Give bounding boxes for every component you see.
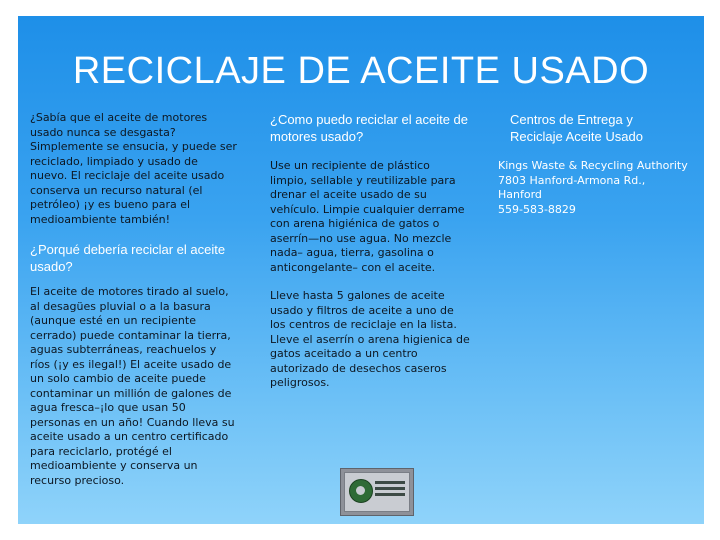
how-recycle-steps: Use un recipiente de plástico limpio, sellable y reutilizable para drenar el aceite usado de su vehículo. Limpie cualquier derrame con arena higiénica de gatos o aserrín—no use agua. No mezcle nada– agua, tierra, gasolina o anticongelante– con el aceite. <box>270 159 465 274</box>
slide-background <box>18 16 704 524</box>
drop-off-instructions: Lleve hasta 5 galones de aceite usado y filtros de aceite a uno de los centros de reciclaje en la lista. Lleve el aserrín o arena higienica de gatos aceitado a un centro autorizado de desechos caseros peligrosos. <box>270 289 470 389</box>
column-left <box>30 111 238 488</box>
slide-title: RECICLAJE DE ACEITE USADO <box>72 50 650 92</box>
logo-panel <box>344 472 410 512</box>
centers-heading: Centros de Entrega y Reciclaje Aceite Usado <box>510 112 643 144</box>
intro-text: ¿Sabía que el aceite de motores usado nunca se desgasta? Simplemente se ensucia, y puede ser reciclado, limpiado y usado de nuevo. El reciclaje del aceite usado conserva un recurso natural (el petróleo) ¡y es bueno para el medioambiente también! <box>30 111 237 226</box>
center-address: 7803 Hanford-Armona Rd., Hanford <box>498 173 646 201</box>
why-recycle-heading: ¿Porqué debería reciclar el aceite usado? <box>30 242 226 274</box>
logo-wordmark <box>375 481 405 499</box>
kings-waste-logo <box>340 468 414 516</box>
why-recycle-text: El aceite de motores tirado al suelo, al desagües pluvial o a la basura (aunque esté en un recipiente cerrado) puede contaminar la tierra, aguas subterráneas, reachuelos y ríos (¡y es ilegal!) El aceite usado de un solo cambio de aceite puede contaminar un millión de galones de agua fresca–¡lo que usan 50 personas en un año! Cuando lleva su aceite usado a un centro certificado para reciclarlo, protégé el medioambiente y conserva un recurso precioso. <box>30 285 235 487</box>
column-right <box>498 111 688 217</box>
how-recycle-heading: ¿Como puedo reciclar el aceite de motores usado? <box>270 112 468 144</box>
recycling-emblem-icon <box>349 479 373 503</box>
column-middle <box>270 111 470 391</box>
center-name: Kings Waste & Recycling Authority <box>498 159 688 172</box>
center-phone: 559-583-8829 <box>498 202 576 216</box>
